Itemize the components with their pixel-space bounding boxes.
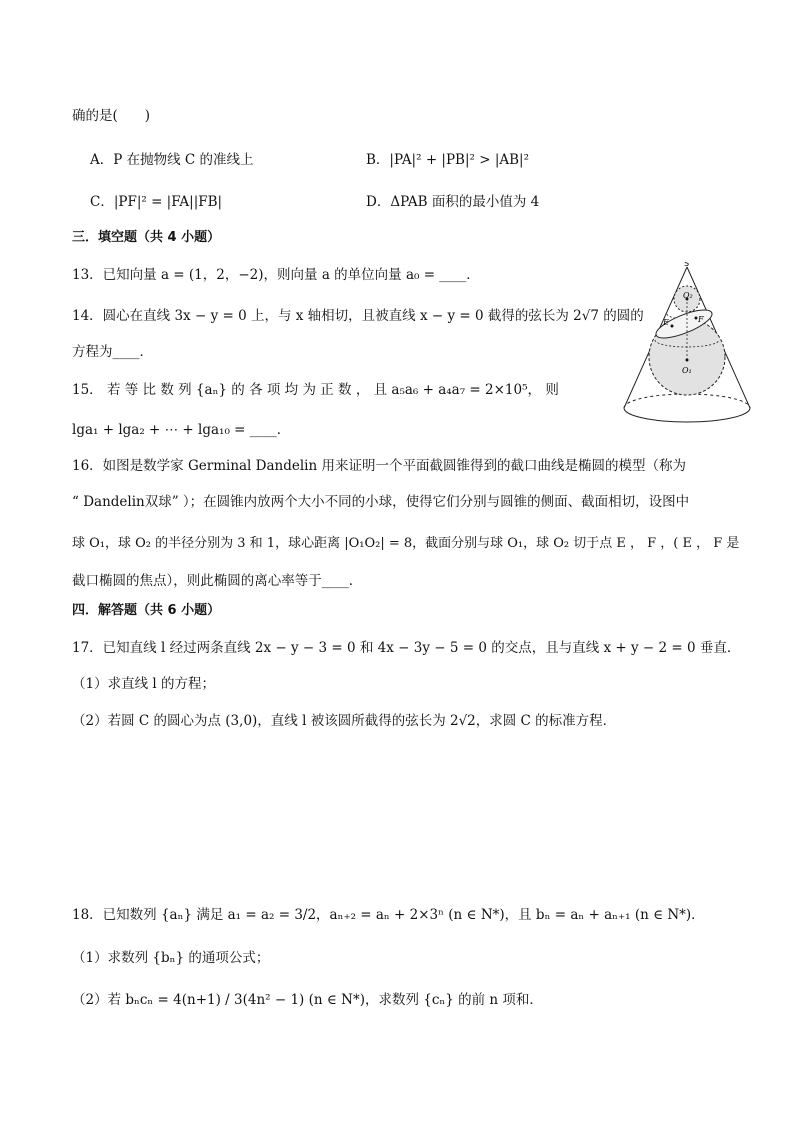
- question-18: 18．已知数列 {aₙ} 满足 a₁ = a₂ = 3/2，aₙ₊₂ = aₙ + 2×3ⁿ (n ∈ N*)，且 bₙ = aₙ + aₙ₊₁ (n ∈ N*)．: [72, 907, 705, 923]
- label-o2: O₂: [683, 291, 693, 300]
- question-16-line2: “ Dandelin双球” ）；在圆锥内放两个大小不同的小球，使得它们分别与圆锥的侧面、截面相切，设图中: [72, 494, 690, 510]
- question-17-part1: （1）求直线 l 的方程；: [72, 676, 215, 692]
- question-13: 13．已知向量 a = (1，2，−2)，则向量 a 的单位向量 a₀ = ____．: [72, 267, 480, 283]
- cone-base-back: [624, 394, 750, 408]
- question-17: 17．已知直线 l 经过两条直线 2x − y − 3 = 0 和 4x − 3y − 5 = 0 的交点，且与直线 x + y − 2 = 0 垂直．: [72, 640, 741, 656]
- question-15-line2: lga₁ + lga₂ + ⋯ + lga₁₀ = ____．: [72, 422, 291, 438]
- question-16-line3: 球 O₁，球 O₂ 的半径分别为 3 和 1，球心距离 |O₁O₂| = 8，截面分别与球 O₁，球 O₂ 切于点 E ， F ，( E ， F 是: [72, 536, 740, 551]
- question-14-line2: 方程为____．: [72, 344, 153, 360]
- dandelin-spheres-figure: [620, 262, 754, 428]
- question-15-line1: 15． 若 等 比 数 列 {aₙ} 的 各 项 均 为 正 数 ， 且 a₅a₆ + a₄a₇ = 2×10⁵， 则: [72, 382, 559, 398]
- question-18-part2: （2）若 bₙcₙ = 4(n+1) / 3(4n² − 1) (n ∈ N*)，求数列 {cₙ} 的前 n 项和．: [72, 992, 543, 1008]
- cone-base-front: [624, 408, 750, 422]
- question-16-line4: 截口椭圆的焦点），则此椭圆的离心率等于____．: [72, 573, 363, 589]
- q12-option-c: C．|PF|² = |FA||FB|: [90, 194, 223, 210]
- question-16-line1: 16．如图是数学家 Germinal Dandelin 用来证明一个平面截圆锥得到的截口曲线是椭圆的模型（称为: [72, 458, 686, 474]
- q12-tail: 确的是( ): [72, 108, 151, 124]
- section-heading-solutions: 四．解答题（共 6 小题）: [72, 603, 221, 618]
- q12-option-d: D．ΔPAB 面积的最小值为 4: [366, 194, 540, 210]
- question-17-part2: （2）若圆 C 的圆心为点 (3,0)，直线 l 被该圆所截得的弦长为 2√2，求圆 C 的标准方程．: [72, 713, 617, 729]
- label-s: S: [684, 262, 690, 268]
- section-heading-fill-in: 三．填空题（共 4 小题）: [72, 230, 221, 245]
- label-o1: O₁: [682, 366, 692, 375]
- q12-option-b: B．|PA|² + |PB|² > |AB|²: [366, 152, 530, 168]
- label-e: E: [663, 318, 669, 327]
- q12-option-a: A．P 在抛物线 C 的准线上: [90, 152, 254, 168]
- question-18-part1: （1）求数列 {bₙ} 的通项公式；: [72, 950, 270, 966]
- label-f: F: [698, 315, 704, 324]
- question-14-line1: 14．圆心在直线 3x − y = 0 上，与 x 轴相切，且被直线 x − y = 0 截得的弦长为 2√7 的圆的: [72, 308, 644, 324]
